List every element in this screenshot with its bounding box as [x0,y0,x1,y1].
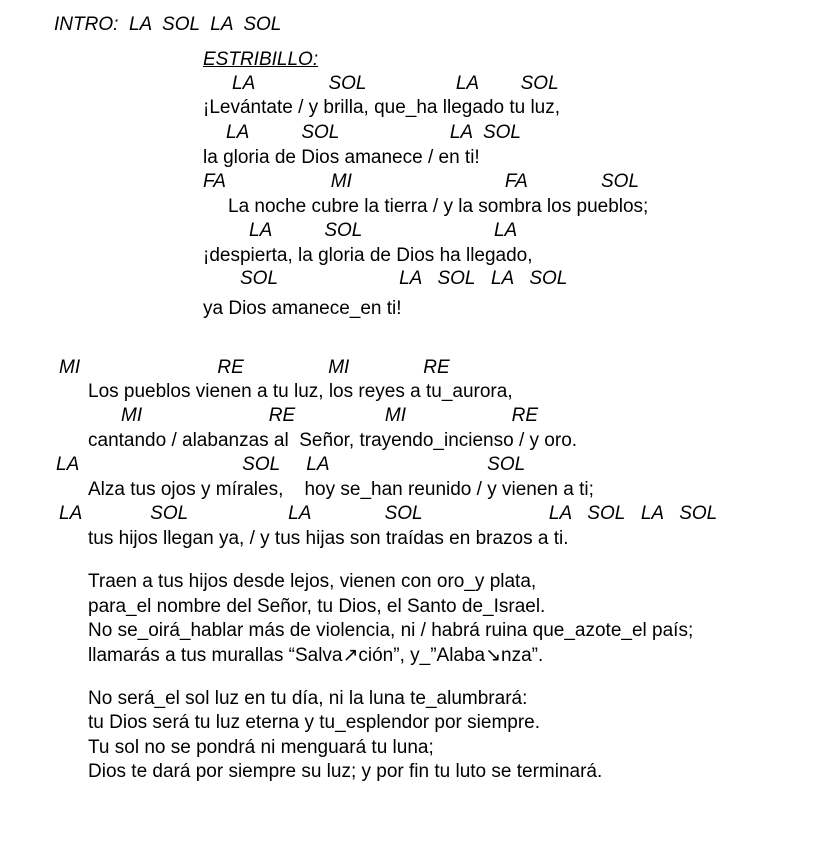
lyric-line: la gloria de Dios amanece / en ti! [203,147,480,168]
lyric-line: llamarás a tus murallas “Salva↗ción”, y_”Alaba↘nza”. [88,645,544,666]
chord-line: LA SOL LA SOL [56,454,526,475]
chord-line: MI RE MI RE [121,405,539,426]
lyric-line: ¡Levántate / y brilla, que_ha llegado tu luz, [203,97,561,118]
chord-line: LA SOL LA [249,220,518,241]
lyric-line: Dios te dará por siempre su luz; y por fin tu luto se terminará. [88,761,603,782]
lyric-line: ya Dios amanece_en ti! [203,298,402,319]
lyric-line: Traen a tus hijos desde lejos, vienen con oro_y plata, [88,571,537,592]
chord-line: LA SOL LA SOL [232,73,559,94]
lyric-line: No se_oirá_hablar más de violencia, ni / habrá ruina que_azote_el país; [88,620,694,641]
lyric-line: Tu sol no se pondrá ni menguará tu luna; [88,737,434,758]
lyric-line: ¡despierta, la gloria de Dios ha llegado, [203,245,533,266]
intro-line: INTRO: LA SOL LA SOL [54,14,282,35]
lyric-line: No será_el sol luz en tu día, ni la luna te_alumbrará: [88,688,528,709]
chord-line: LA SOL LA SOL [226,122,521,143]
lyric-line: cantando / alabanzas al Señor, trayendo_incienso / y oro. [88,430,578,451]
lyric-line: tus hijos llegan ya, / y tus hijas son traídas en brazos a ti. [88,528,569,549]
lyric-line: Los pueblos vienen a tu luz, los reyes a tu_aurora, [88,381,513,402]
lyric-line: La noche cubre la tierra / y la sombra los pueblos; [228,196,649,217]
chord-line: MI RE MI RE [59,357,450,378]
lyric-line: Alza tus ojos y mírales, hoy se_han reunido / y vienen a ti; [88,479,594,500]
lyric-line: tu Dios será tu luz eterna y tu_esplendor por siempre. [88,712,541,733]
lyric-line: para_el nombre del Señor, tu Dios, el Santo de_Israel. [88,596,546,617]
chord-line: SOL LA SOL LA SOL [240,268,568,289]
chord-line: FA MI FA SOL [203,171,640,192]
chord-line: LA SOL LA SOL LA SOL LA SOL [59,503,718,524]
chorus-heading: ESTRIBILLO: [203,49,319,70]
